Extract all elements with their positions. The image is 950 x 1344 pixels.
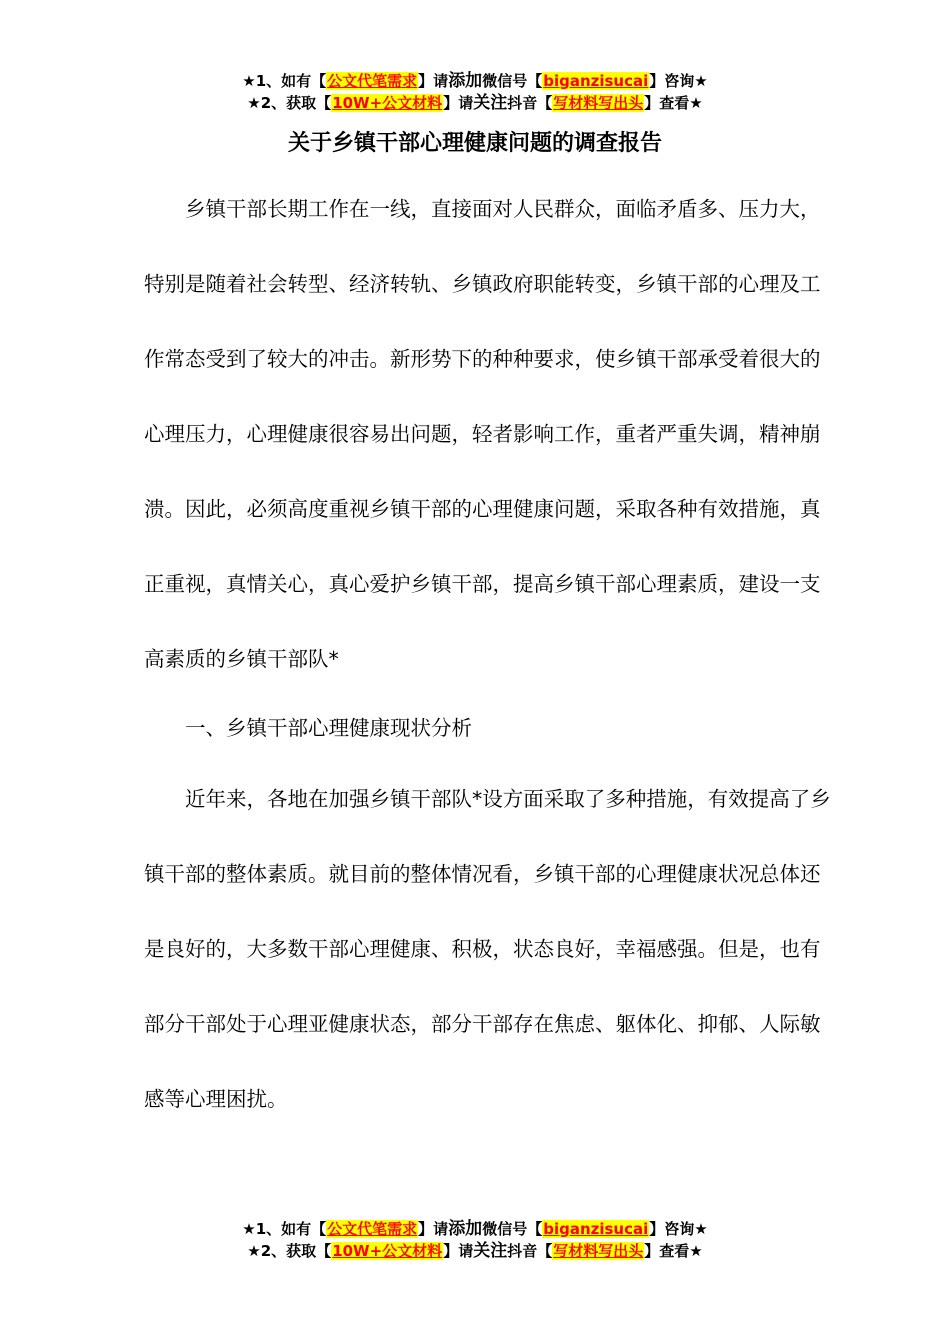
footer-banner-line-2: ★2、获取【10W+公文材料】请关注抖音【写材料写出头】查看★	[247, 1241, 703, 1261]
douyin-id-highlight: 写材料写出头	[553, 1242, 644, 1260]
wechat-id-highlight: biganzisucai	[543, 1220, 649, 1238]
service-highlight: 公文代笔需求	[327, 1220, 418, 1238]
footer-banner	[0, 1218, 950, 1262]
materials-highlight: 10W+公文材料	[332, 1242, 443, 1260]
document-body	[144, 172, 834, 1137]
douyin-id-highlight: 写材料写出头	[553, 94, 644, 112]
footer-banner-line-1: ★1、如有【公文代笔需求】请添加微信号【biganzisucai】咨询★	[242, 1219, 708, 1239]
materials-highlight: 10W+公文材料	[332, 94, 443, 112]
header-banner	[0, 70, 950, 114]
document-title: 关于乡镇干部心理健康问题的调查报告	[287, 131, 662, 156]
banner-line-1: ★1、如有【公文代笔需求】请添加微信号【biganzisucai】咨询★	[242, 71, 708, 91]
paragraph-status: 近年来，各地在加强乡镇干部队*设方面采取了多种措施，有效提高了乡镇干部的整体素质。就目前的整体情况看，乡镇干部的心理健康状况总体还是良好的，大多数干部心理健康、积极，状态良好，幸福感强。但是，也有部分干部处于心理亚健康状态，部分干部存在焦虑、躯体化、抑郁、人际敏感等心理困扰。	[144, 787, 831, 1111]
paragraph-intro: 乡镇干部长期工作在一线，直接面对人民群众，面临矛盾多、压力大，特别是随着社会转型、经济转轨、乡镇政府职能转变，乡镇干部的心理及工作常态受到了较大的冲击。新形势下的种种要求，使乡镇干部承受着很大的心理压力，心理健康很容易出问题，轻者影响工作，重者严重失调，精神崩溃。因此，必须高度重视乡镇干部的心理健康问题，采取各种有效措施，真正重视，真情关心，真心爱护乡镇干部，提高乡镇干部心理素质，建设一支高素质的乡镇干部队*	[144, 197, 821, 671]
banner-line-2: ★2、获取【10W+公文材料】请关注抖音【写材料写出头】查看★	[247, 93, 703, 113]
wechat-id-highlight: biganzisucai	[543, 72, 649, 90]
service-highlight: 公文代笔需求	[327, 72, 418, 90]
section-heading-1: 一、乡镇干部心理健康现状分析	[185, 716, 472, 740]
